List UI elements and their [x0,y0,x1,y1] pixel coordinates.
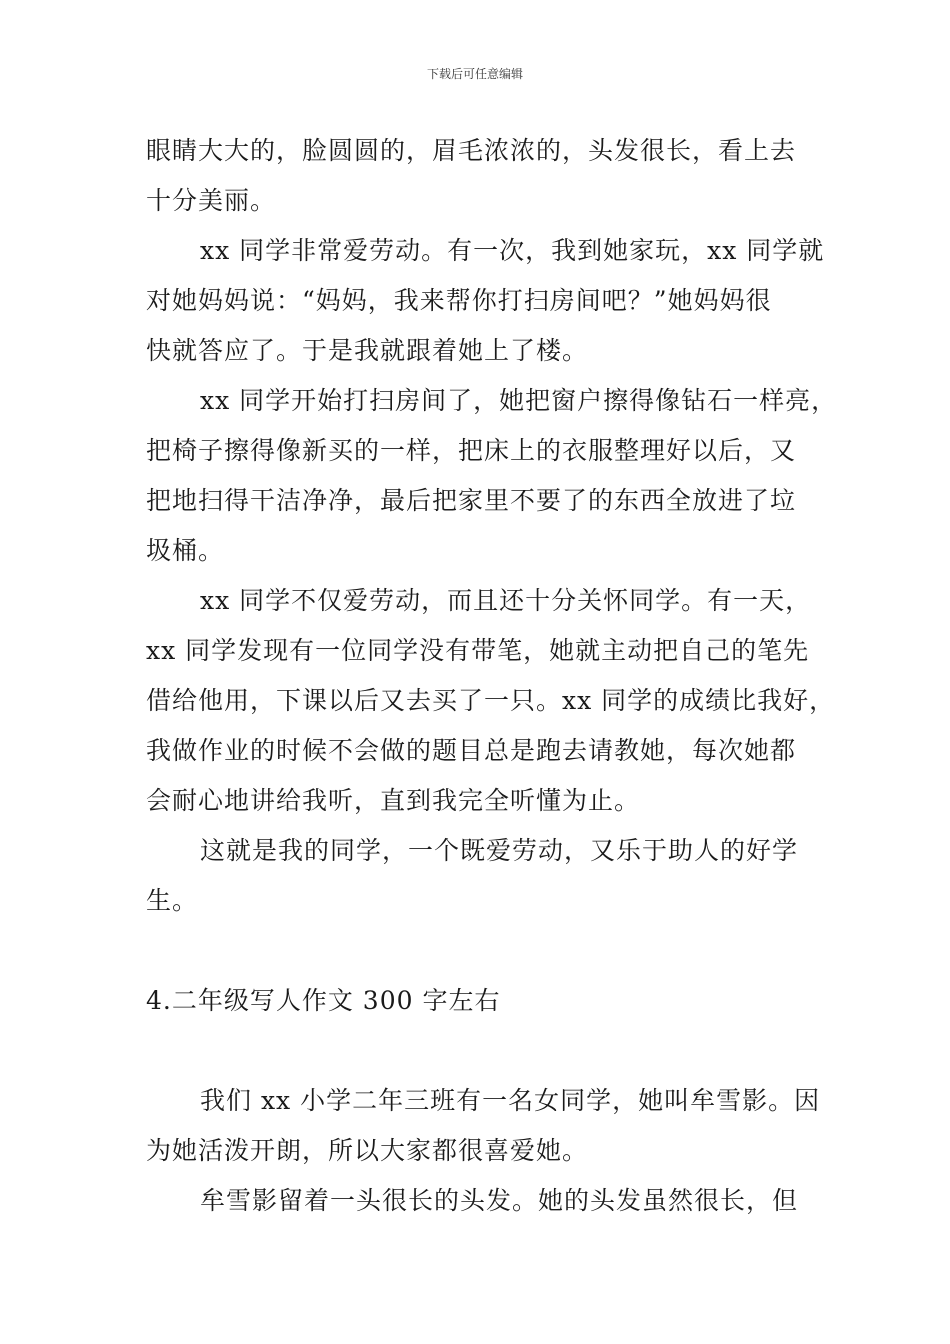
text-line: 眼睛大大的，脸圆圆的，眉毛浓浓的，头发很长，看上去 [146,136,797,165]
text-line: 牟雪影留着一头很长的头发。她的头发虽然很长，但 [200,1186,799,1215]
text-line: xx 同学非常爱劳动。有一次，我到她家玩，xx 同学就 [200,236,825,265]
paragraph-3 [146,376,838,576]
text-line: 把椅子擦得像新买的一样，把床上的衣服整理好以后，又 [146,436,797,465]
text-line: 借给他用，下课以后又去买了一只。xx 同学的成绩比我好， [146,686,836,715]
text-line: 圾桶。 [146,536,225,565]
text-line: 生。 [146,886,199,915]
text-line: 我做作业的时候不会做的题目总是跑去请教她，每次她都 [146,736,797,765]
text-line: xx 同学开始打扫房间了，她把窗户擦得像钻石一样亮， [200,386,838,415]
text-line: xx 同学发现有一位同学没有带笔，她就主动把自己的笔先 [146,636,810,665]
paragraph-1 [146,126,814,226]
section-heading: 4.二年级写人作文 300 字左右 [146,986,501,1015]
paragraph-7 [146,1176,814,1226]
text-line: 十分美丽。 [146,186,277,215]
text-line: 快就答应了。于是我就跟着她上了楼。 [146,336,589,365]
page-header: 下载后可任意编辑 [426,67,523,81]
text-line: 我们 xx 小学二年三班有一名女同学，她叫牟雪影。因 [200,1086,821,1115]
paragraph-4 [146,576,836,826]
text-line: 对她妈妈说：“妈妈，我来帮你打扫房间吧？”她妈妈很 [146,286,772,315]
document-body [146,126,838,1226]
text-line: 会耐心地讲给我听，直到我完全听懂为止。 [146,786,641,815]
text-line: xx 同学不仅爱劳动，而且还十分关怀同学。有一天， [200,586,812,615]
text-line: 把地扫得干洁净净，最后把家里不要了的东西全放进了垃 [146,486,797,515]
paragraph-5 [146,826,814,926]
text-line: 这就是我的同学，一个既爱劳动，又乐于助人的好学 [200,836,799,865]
text-line: 为她活泼开朗，所以大家都很喜爱她。 [146,1136,589,1165]
paragraph-6 [146,1076,821,1176]
paragraph-2 [146,226,825,376]
